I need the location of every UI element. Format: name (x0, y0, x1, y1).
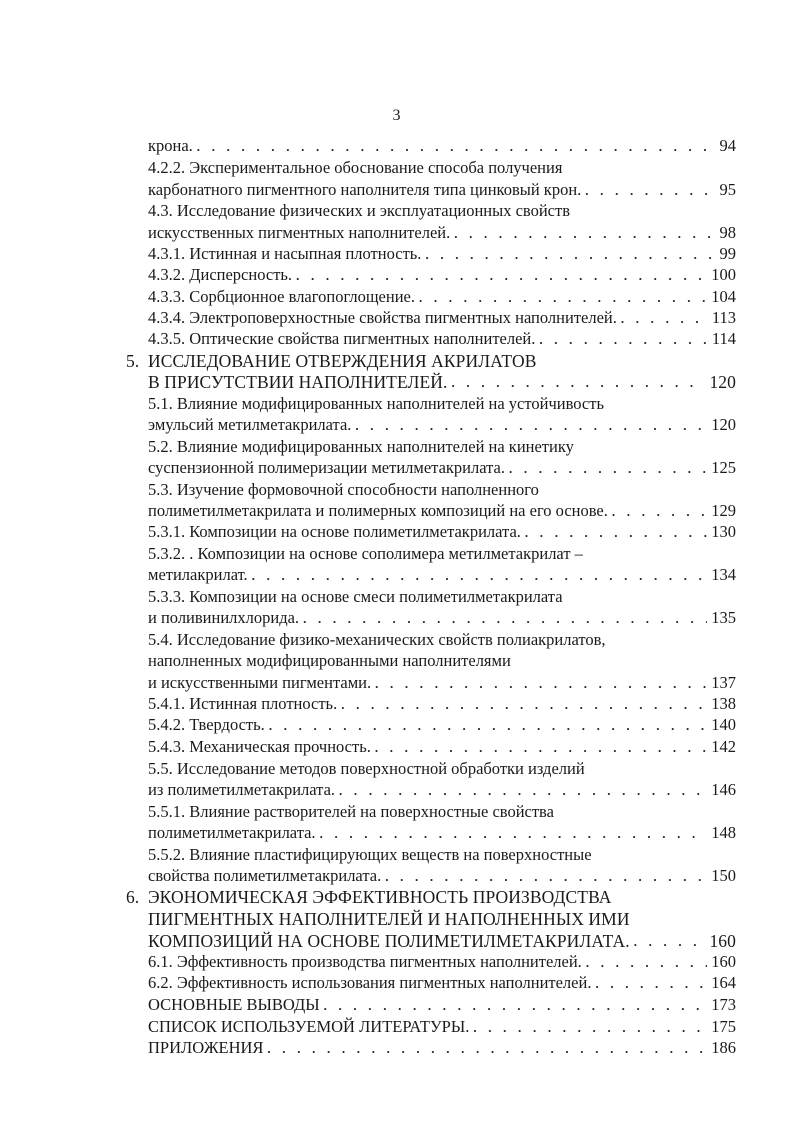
toc-dot-leader (324, 996, 708, 1016)
toc-line (148, 1037, 736, 1059)
toc-page-number: 100 (711, 265, 736, 284)
toc-line (148, 521, 736, 543)
toc-entry-text: наполненных модифицированными наполнителями (148, 651, 511, 670)
toc-line (148, 371, 736, 393)
toc-dot-leader (452, 373, 706, 393)
toc-entry-text: 4.3.5. Оптические свойства пигментных наполнителей. (148, 329, 536, 348)
toc-entry-text: ПИГМЕНТНЫХ НАПОЛНИТЕЛЕЙ И НАПОЛНЕННЫХ ИМИ (148, 909, 630, 929)
toc-entry-text: КОМПОЗИЦИЙ НА ОСНОВЕ ПОЛИМЕТИЛМЕТАКРИЛАТА. (148, 931, 630, 951)
toc-dot-leader (525, 523, 707, 543)
toc-entry-text: карбонатного пигментного наполнителя типа цинковый крон. (148, 180, 582, 199)
toc-entry-text: эмульсий метилметакрилата. (148, 415, 352, 434)
toc-section-number: 6. (126, 887, 140, 907)
toc-page-number: 160 (711, 952, 736, 971)
toc-page-number: 95 (719, 180, 736, 199)
toc-line (148, 243, 736, 265)
toc-entry-text: 4.3.2. Дисперсность. (148, 265, 293, 284)
toc-entry-text: 5.3. Изучение формовочной способности наполненного (148, 480, 539, 499)
toc-line (148, 457, 736, 479)
toc-entry-text: из полиметилметакрилата. (148, 780, 336, 799)
toc-dot-leader (267, 1039, 707, 1059)
toc-dot-leader (509, 459, 707, 479)
page-number: 3 (392, 107, 401, 124)
toc-entry-text: 5.4.3. Механическая прочность. (148, 737, 371, 756)
toc-entry-text: метилакрилат. (148, 565, 248, 584)
toc-page-number: 125 (711, 458, 736, 477)
toc-line (148, 736, 736, 758)
toc-dot-leader (385, 867, 707, 887)
toc-dot-leader (621, 309, 708, 329)
toc-entry-text: полиметилметакрилата и полимерных композиций на его основе. (148, 501, 608, 520)
toc-entry-text: 6.1. Эффективность производства пигментных наполнителей. (148, 952, 582, 971)
toc-line (148, 930, 736, 952)
toc-dot-leader (339, 781, 707, 801)
toc-entry-text: 5.3.1. Композиции на основе полиметилметакрилата. (148, 522, 521, 541)
toc-dot-leader (595, 974, 707, 994)
toc-entry-text: 5.3.2. . Композиции на основе сополимера метилметакрилат – (148, 544, 583, 563)
toc-dot-leader (296, 266, 707, 286)
toc-dot-leader (375, 738, 707, 758)
toc-entry-text: 5.4.1. Истинная плотность. (148, 694, 338, 713)
toc-line (148, 844, 592, 866)
toc-dot-leader (634, 932, 706, 952)
toc-entry-text: 6.2. Эффективность использования пигментных наполнителей. (148, 973, 592, 992)
toc-page-number: 98 (719, 223, 736, 242)
toc-entry-text: В ПРИСУТСТВИИ НАПОЛНИТЕЛЕЙ. (148, 372, 448, 392)
toc-dot-leader (454, 224, 715, 244)
toc-entry-text: крона. (148, 136, 193, 155)
toc-page-number: 104 (711, 287, 736, 306)
toc-page-number: 142 (711, 737, 736, 756)
toc-line (148, 286, 736, 308)
toc-entry-text: 4.3.4. Электроповерхностные свойства пигментных наполнителей. (148, 308, 617, 327)
toc-entry-text: 4.3.1. Истинная и насыпная плотность. (148, 244, 422, 263)
toc-entry-text: СПИСОК ИСПОЛЬЗУЕМОЙ ЛИТЕРАТУРЫ. (148, 1017, 470, 1036)
toc-page-number: 130 (711, 522, 736, 541)
toc-page-number: 135 (711, 608, 736, 627)
toc-dot-leader (585, 181, 715, 201)
toc-line (148, 951, 736, 973)
toc-page-number: 164 (711, 973, 736, 992)
toc-page-number: 150 (711, 866, 736, 885)
toc-dot-leader (197, 137, 716, 157)
toc-entry-text: и искусственными пигментами. (148, 673, 372, 692)
toc-page-number: 140 (711, 715, 736, 734)
toc-line (148, 543, 583, 565)
toc-page-number: 146 (711, 780, 736, 799)
toc-dot-leader (586, 953, 707, 973)
toc-line (148, 994, 736, 1016)
toc-page-number: 186 (711, 1038, 736, 1057)
toc-line (148, 865, 736, 887)
toc-line (148, 157, 562, 179)
toc-line (148, 801, 554, 823)
toc-dot-leader (473, 1018, 707, 1038)
toc-dot-leader (252, 566, 708, 586)
toc-line (148, 972, 736, 994)
toc-page-number: 160 (709, 931, 736, 951)
toc-entry-text: 4.3.3. Сорбционное влагопоглощение. (148, 287, 415, 306)
toc-line (148, 564, 736, 586)
toc-entry-text: 5.3.3. Композиции на основе смеси полиметилметакрилата (148, 587, 563, 606)
toc-page-number: 113 (711, 308, 736, 327)
toc-line (148, 436, 574, 458)
toc-line (148, 822, 736, 844)
toc-line (148, 500, 736, 522)
toc-line (148, 672, 736, 694)
toc-page-number: 99 (719, 244, 736, 263)
toc-dot-leader (341, 695, 707, 715)
toc-line (148, 264, 736, 286)
toc-line (148, 414, 736, 436)
toc-line (148, 650, 511, 672)
toc-page-number: 138 (711, 694, 736, 713)
toc-line (148, 200, 570, 222)
toc-line (148, 328, 736, 350)
toc-line (148, 714, 736, 736)
toc-line (148, 586, 563, 608)
toc-dot-leader (419, 288, 707, 308)
toc-dot-leader (303, 609, 707, 629)
toc-line (148, 886, 612, 908)
toc-page-number: 173 (711, 995, 736, 1014)
toc-page-number: 120 (711, 415, 736, 434)
toc-page-number: 175 (711, 1017, 736, 1036)
toc-line (148, 758, 585, 780)
toc-dot-leader (269, 716, 707, 736)
toc-entry-text: ПРИЛОЖЕНИЯ (148, 1038, 264, 1057)
toc-page-number: 114 (711, 329, 736, 348)
toc-dot-leader (320, 824, 708, 844)
toc-entry-text: 4.3. Исследование физических и эксплуатационных свойств (148, 201, 571, 220)
toc-page-number: 134 (711, 565, 736, 584)
toc-entry-text: 5.5.1. Влияние растворителей на поверхностные свойства (148, 802, 554, 821)
toc-entry-text: свойства полиметилметакрилата. (148, 866, 382, 885)
toc-entry-text: 5.5.2. Влияние пластифицирующих веществ на поверхностные (148, 845, 592, 864)
toc-entry-text: 5.4.2. Твердость. (148, 715, 265, 734)
toc-dot-leader (539, 330, 707, 350)
toc-entry-text: 5.2. Влияние модифицированных наполнителей на кинетику (148, 437, 574, 456)
toc-entry-text: 5.4. Исследование физико-механических свойств полиакрилатов, (148, 630, 606, 649)
toc-line (148, 350, 537, 372)
toc-line (148, 393, 604, 415)
toc-entry-text: суспензионной полимеризации метилметакрилата. (148, 458, 505, 477)
toc-entry-text: искусственных пигментных наполнителей. (148, 223, 451, 242)
toc-line (148, 222, 736, 244)
toc-entry-text: 4.2.2. Экспериментальное обоснование способа получения (148, 158, 563, 177)
toc-line (148, 135, 736, 157)
toc-line (148, 1016, 736, 1038)
toc-entry-text: 5.1. Влияние модифицированных наполнителей на устойчивость (148, 394, 604, 413)
toc-line (148, 629, 606, 651)
toc-dot-leader (355, 416, 707, 436)
toc-line (148, 908, 630, 930)
toc-section-number: 5. (126, 351, 140, 371)
toc-page-number: 129 (711, 501, 736, 520)
toc-line (148, 693, 736, 715)
toc-entry-text: ЭКОНОМИЧЕСКАЯ ЭФФЕКТИВНОСТЬ ПРОИЗВОДСТВА (148, 887, 612, 907)
toc-line (148, 179, 736, 201)
toc-dot-leader (612, 502, 707, 522)
toc-dot-leader (425, 245, 715, 265)
toc-line (148, 779, 736, 801)
toc-entry-text: и поливинилхлорида. (148, 608, 300, 627)
toc-dot-leader (375, 674, 707, 694)
toc-page-number: 148 (711, 823, 736, 842)
toc-page-number: 94 (719, 136, 736, 155)
toc-entry-text: ОСНОВНЫЕ ВЫВОДЫ (148, 995, 320, 1014)
toc-entry-text: 5.5. Исследование методов поверхностной обработки изделий (148, 759, 585, 778)
toc-line (148, 307, 736, 329)
toc-line (148, 479, 539, 501)
toc-entry-text: ИССЛЕДОВАНИЕ ОТВЕРЖДЕНИЯ АКРИЛАТОВ (148, 351, 537, 371)
toc-line (148, 607, 736, 629)
toc-page-number: 137 (711, 673, 736, 692)
toc-entry-text: полиметилметакрилата. (148, 823, 316, 842)
toc-page-number: 120 (709, 372, 736, 392)
